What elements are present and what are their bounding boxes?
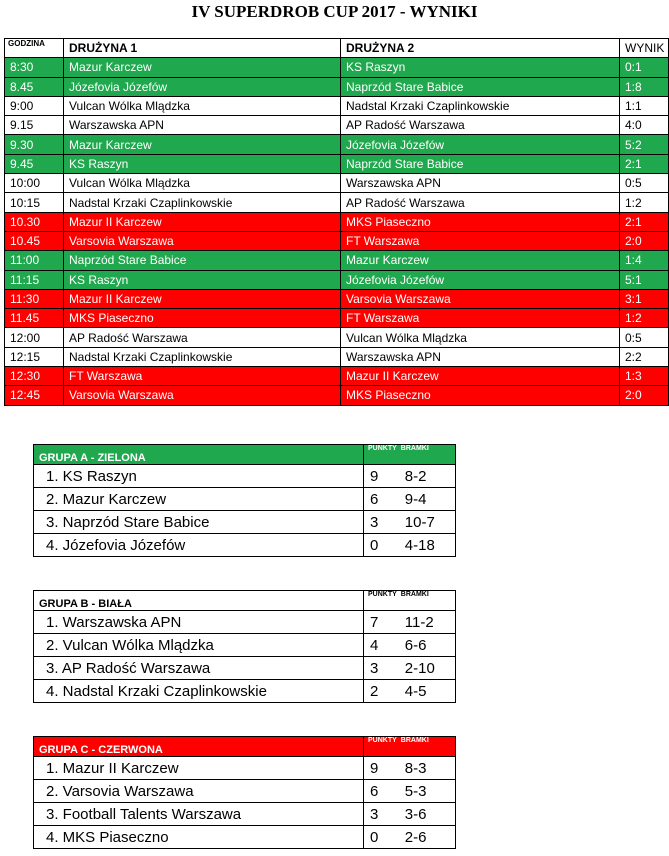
- match-time: 12:00: [5, 328, 64, 347]
- header-team2: DRUŻYNA 2: [341, 39, 620, 58]
- standing-points: 3: [364, 657, 397, 680]
- header-time: GODZINA: [5, 39, 64, 58]
- standing-goals: 4-5: [397, 680, 456, 703]
- standing-points: 6: [364, 780, 397, 803]
- match-row: [5, 309, 669, 328]
- match-row: [5, 77, 669, 96]
- standing-points: 4: [364, 634, 397, 657]
- standing-goals: 4-18: [397, 534, 456, 557]
- group-points-label: PUNKTY: [364, 445, 397, 465]
- match-time: 11.45: [5, 309, 64, 328]
- match-team2: Naprzód Stare Babice: [341, 77, 620, 96]
- standing-team: 2. Varsovia Warszawa: [34, 780, 364, 803]
- standing-goals: 2-10: [397, 657, 456, 680]
- standing-row: [34, 780, 456, 803]
- match-score: 2:0: [620, 386, 669, 405]
- match-time: 12:30: [5, 367, 64, 386]
- match-score: 0:1: [620, 58, 669, 77]
- match-team1: Varsovia Warszawa: [64, 386, 341, 405]
- page-title: IV SUPERDROB CUP 2017 - WYNIKI: [191, 2, 478, 21]
- match-score: 1:3: [620, 367, 669, 386]
- match-row: [5, 154, 669, 173]
- standing-row: [34, 680, 456, 703]
- standing-team: 4. MKS Piaseczno: [34, 826, 364, 849]
- match-row: [5, 58, 669, 77]
- standing-row: [34, 511, 456, 534]
- match-team1: Vulcan Wólka Mlądzka: [64, 174, 341, 193]
- match-time: 12:45: [5, 386, 64, 405]
- standing-team: 1. Mazur II Karczew: [34, 757, 364, 780]
- match-team1: Varsovia Warszawa: [64, 231, 341, 250]
- match-time: 9.45: [5, 154, 64, 173]
- standing-row: [34, 803, 456, 826]
- match-score: 1:2: [620, 309, 669, 328]
- match-team1: Mazur Karczew: [64, 58, 341, 77]
- standing-team: 3. Football Talents Warszawa: [34, 803, 364, 826]
- match-time: 10.45: [5, 231, 64, 250]
- match-team2: Warszawska APN: [341, 347, 620, 366]
- group-header-row: [34, 591, 456, 611]
- match-team1: AP Radość Warszawa: [64, 328, 341, 347]
- match-team1: MKS Piaseczno: [64, 309, 341, 328]
- match-row: [5, 386, 669, 405]
- group-points-label: PUNKTY: [364, 737, 397, 757]
- results-header-row: [5, 39, 669, 58]
- group-goals-label: BRAMKI: [397, 591, 456, 611]
- standing-goals: 9-4: [397, 488, 456, 511]
- standing-team: 4. Nadstal Krzaki Czaplinkowskie: [34, 680, 364, 703]
- standing-team: 1. Warszawska APN: [34, 611, 364, 634]
- match-row: [5, 270, 669, 289]
- match-team1: Mazur Karczew: [64, 135, 341, 154]
- match-row: [5, 347, 669, 366]
- match-team2: Józefovia Józefów: [341, 270, 620, 289]
- results-table: [4, 38, 669, 406]
- match-row: [5, 231, 669, 250]
- match-score: 1:4: [620, 251, 669, 270]
- standing-points: 2: [364, 680, 397, 703]
- match-row: [5, 212, 669, 231]
- standing-goals: 8-3: [397, 757, 456, 780]
- match-time: 9.30: [5, 135, 64, 154]
- match-team2: Nadstal Krzaki Czaplinkowskie: [341, 96, 620, 115]
- match-team1: Nadstal Krzaki Czaplinkowskie: [64, 347, 341, 366]
- match-score: 1:1: [620, 96, 669, 115]
- match-score: 4:0: [620, 116, 669, 135]
- match-team2: KS Raszyn: [341, 58, 620, 77]
- match-team1: Vulcan Wólka Mlądzka: [64, 96, 341, 115]
- match-score: 2:1: [620, 212, 669, 231]
- match-score: 2:0: [620, 231, 669, 250]
- match-team1: Mazur II Karczew: [64, 212, 341, 231]
- standing-goals: 3-6: [397, 803, 456, 826]
- match-time: 12:15: [5, 347, 64, 366]
- standing-row: [34, 757, 456, 780]
- standing-row: [34, 634, 456, 657]
- match-team1: Mazur II Karczew: [64, 289, 341, 308]
- match-team1: Naprzód Stare Babice: [64, 251, 341, 270]
- match-row: [5, 251, 669, 270]
- group-name: GRUPA A - ZIELONA: [34, 445, 364, 465]
- standing-row: [34, 826, 456, 849]
- standing-row: [34, 657, 456, 680]
- standing-goals: 8-2: [397, 465, 456, 488]
- match-score: 1:8: [620, 77, 669, 96]
- match-team2: MKS Piaseczno: [341, 386, 620, 405]
- match-score: 5:2: [620, 135, 669, 154]
- match-team1: Nadstal Krzaki Czaplinkowskie: [64, 193, 341, 212]
- match-team2: MKS Piaseczno: [341, 212, 620, 231]
- standing-team: 2. Mazur Karczew: [34, 488, 364, 511]
- match-team2: AP Radość Warszawa: [341, 193, 620, 212]
- group-c-table: [33, 736, 456, 849]
- group-header-row: [34, 737, 456, 757]
- group-name: GRUPA C - CZERWONA: [34, 737, 364, 757]
- match-team2: FT Warszawa: [341, 309, 620, 328]
- match-score: 1:2: [620, 193, 669, 212]
- match-team2: AP Radość Warszawa: [341, 116, 620, 135]
- group-a-table: [33, 444, 456, 557]
- match-score: 5:1: [620, 270, 669, 289]
- standing-points: 3: [364, 803, 397, 826]
- match-time: 9.15: [5, 116, 64, 135]
- match-team2: Mazur II Karczew: [341, 367, 620, 386]
- standing-team: 2. Vulcan Wólka Mlądzka: [34, 634, 364, 657]
- match-time: 11:00: [5, 251, 64, 270]
- standing-goals: 2-6: [397, 826, 456, 849]
- match-team2: Józefovia Józefów: [341, 135, 620, 154]
- match-time: 9:00: [5, 96, 64, 115]
- match-score: 0:5: [620, 174, 669, 193]
- match-row: [5, 135, 669, 154]
- standing-points: 7: [364, 611, 397, 634]
- match-team2: Varsovia Warszawa: [341, 289, 620, 308]
- group-points-label: PUNKTY: [364, 591, 397, 611]
- match-row: [5, 174, 669, 193]
- standing-row: [34, 488, 456, 511]
- match-row: [5, 116, 669, 135]
- match-team2: Warszawska APN: [341, 174, 620, 193]
- standing-team: 4. Józefovia Józefów: [34, 534, 364, 557]
- match-team1: KS Raszyn: [64, 154, 341, 173]
- standing-points: 9: [364, 465, 397, 488]
- standing-team: 3. Naprzód Stare Babice: [34, 511, 364, 534]
- match-time: 10:15: [5, 193, 64, 212]
- group-header-row: [34, 445, 456, 465]
- match-score: 2:1: [620, 154, 669, 173]
- match-row: [5, 193, 669, 212]
- match-score: 3:1: [620, 289, 669, 308]
- match-time: 11:15: [5, 270, 64, 289]
- standing-goals: 6-6: [397, 634, 456, 657]
- standing-team: 3. AP Radość Warszawa: [34, 657, 364, 680]
- match-row: [5, 328, 669, 347]
- match-score: 0:5: [620, 328, 669, 347]
- match-team2: Naprzód Stare Babice: [341, 154, 620, 173]
- match-time: 8.45: [5, 77, 64, 96]
- match-team2: Mazur Karczew: [341, 251, 620, 270]
- match-time: 10.30: [5, 212, 64, 231]
- match-team1: Józefovia Józefów: [64, 77, 341, 96]
- match-row: [5, 289, 669, 308]
- match-team1: KS Raszyn: [64, 270, 341, 289]
- match-time: 11:30: [5, 289, 64, 308]
- standing-goals: 11-2: [397, 611, 456, 634]
- group-goals-label: BRAMKI: [397, 737, 456, 757]
- group-name: GRUPA B - BIAŁA: [34, 591, 364, 611]
- match-team2: FT Warszawa: [341, 231, 620, 250]
- match-team1: FT Warszawa: [64, 367, 341, 386]
- standing-goals: 5-3: [397, 780, 456, 803]
- header-team1: DRUŻYNA 1: [64, 39, 341, 58]
- group-b-table: [33, 590, 456, 703]
- match-score: 2:2: [620, 347, 669, 366]
- match-row: [5, 367, 669, 386]
- standing-team: 1. KS Raszyn: [34, 465, 364, 488]
- standing-points: 3: [364, 511, 397, 534]
- standing-points: 0: [364, 826, 397, 849]
- match-row: [5, 96, 669, 115]
- header-score: WYNIK: [620, 39, 669, 58]
- standing-points: 6: [364, 488, 397, 511]
- match-team1: Warszawska APN: [64, 116, 341, 135]
- match-time: 8:30: [5, 58, 64, 77]
- match-time: 10:00: [5, 174, 64, 193]
- standing-goals: 10-7: [397, 511, 456, 534]
- match-team2: Vulcan Wólka Mlądzka: [341, 328, 620, 347]
- standing-row: [34, 534, 456, 557]
- group-goals-label: BRAMKI: [397, 445, 456, 465]
- standing-points: 0: [364, 534, 397, 557]
- standing-row: [34, 611, 456, 634]
- standing-points: 9: [364, 757, 397, 780]
- standing-row: [34, 465, 456, 488]
